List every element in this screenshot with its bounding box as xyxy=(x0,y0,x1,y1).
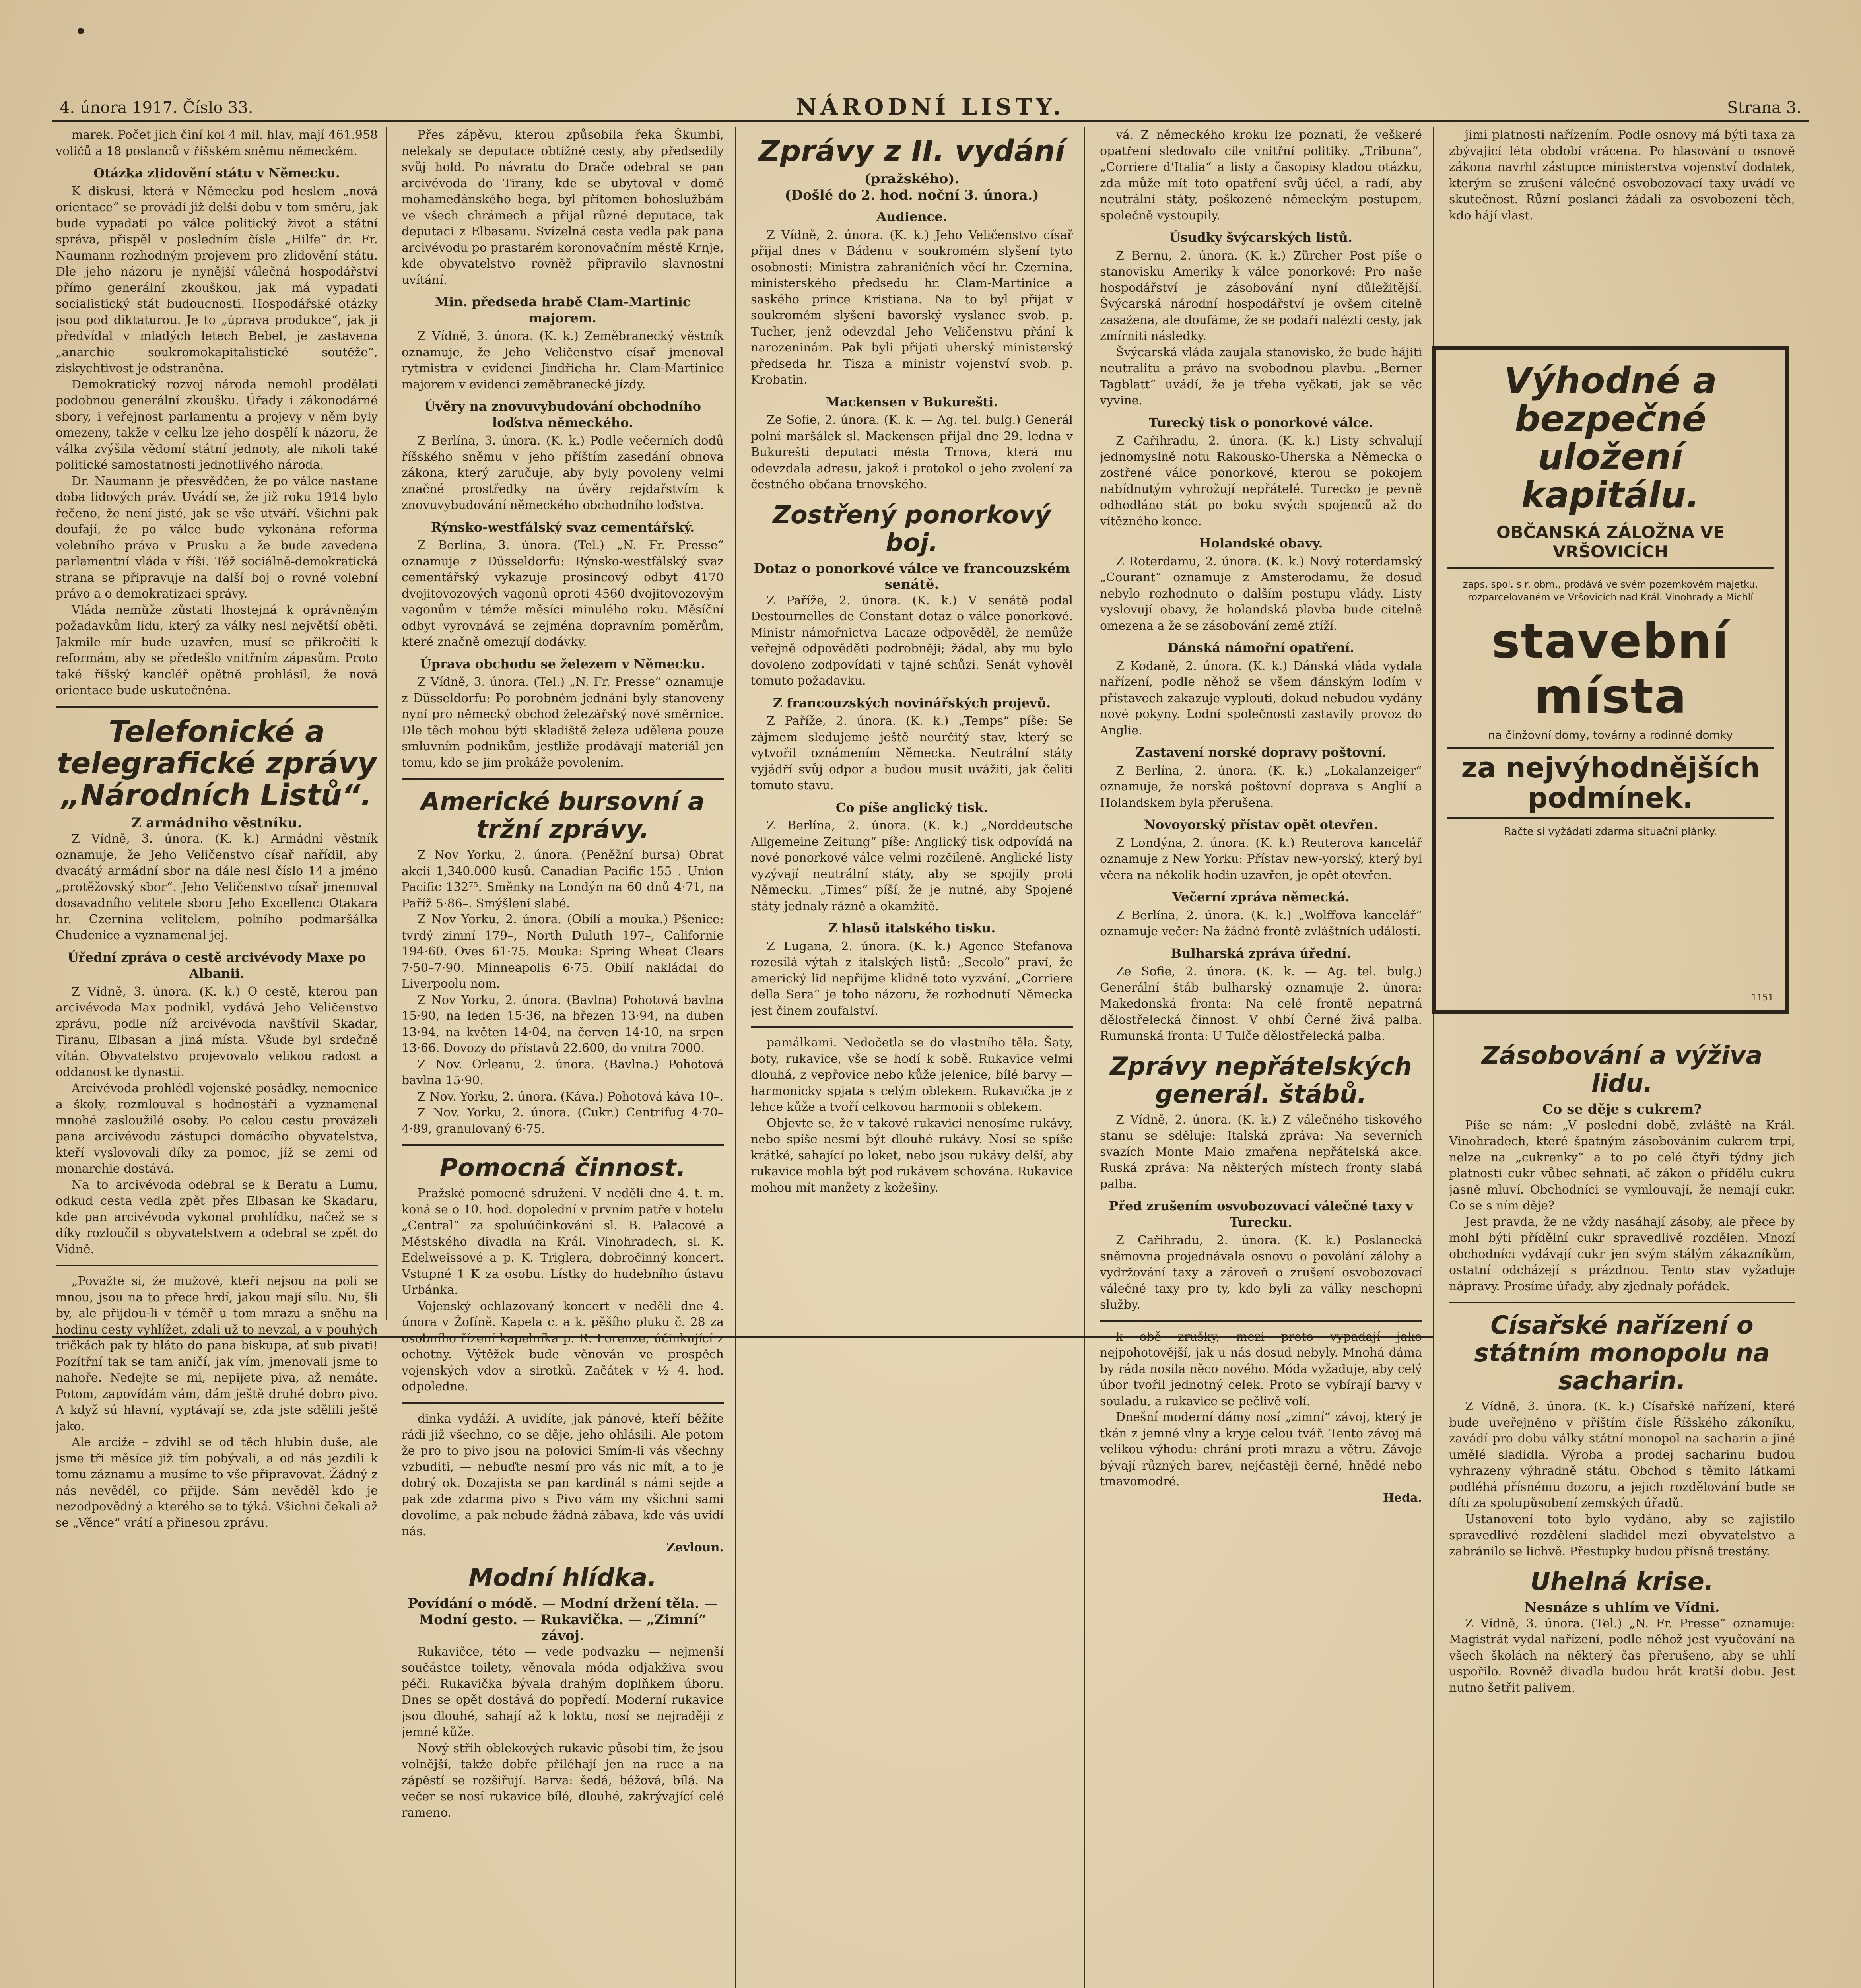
paragraph: Z Vídně, 2. února. (K. k.) Z válečného tiskového stanu se sděluje: Italská zpráva: Na severních svazích Monte Maio zmařena nepřátelská akce. Ruská zpráva: Na některých místech fronty slabá palba. xyxy=(1100,1112,1422,1191)
paragraph: Z Vídně, 3. února. (K. k.) O cestě, kterou pan arcivévoda Max podnikl, vydává Jeho Veličenstvo zprávu, podle níž arcivévoda navštívil Skadar, Tiranu, Elbasan a jiná místa. Všude byl srdečně vítán. Obyvatelstvo projevovalo velikou radost a oddanost ke dynastii. xyxy=(56,984,378,1079)
divider xyxy=(751,1026,1073,1028)
paragraph: Vojenský ochlazovaný koncert v neděli dne 4. února v Žofíně. Kapela c. a k. pěšího pluku č. 28 za osobního řízení kapelníka p. R. Lorenze, účinkující z ochotny. Výtěžek bude věnován ve prospěch vojenských vdov a sirotků. Začátek v ½ 4. hod. odpoledne. xyxy=(402,1299,724,1394)
headline: Min. předseda hrabě Clam-Martinic majorem. xyxy=(435,294,691,326)
headline: Úvěry na znovuvybudování obchodního loďstva německého. xyxy=(424,399,701,430)
paragraph: Z Berlína, 2. února. (K. k.) „Norddeutsche Allgemeine Zeitung“ píše: Anglický tisk odpovídá na nové ponorkové válce velmi rozčileně. Anglické listy vyzývají neutrální státy, aby se spojily proti Německu. „Times“ píší, že je nutné, aby Spojené státy jednaly rázně a okamžitě. xyxy=(751,819,1073,913)
paragraph: Z Cařihradu, 2. února. (K. k.) Poslanecká sněmovna projednávala osnovu o povolání zálohy a vydržování taxy a zároveň o zrušení osvobozovací válečné taxy pro ty, kdo byli za války neschopni služby. xyxy=(1100,1233,1422,1312)
feuilleton-text: k obě zrušky, mezi proto vypadají jako nejpohotovější, jak u nás dosud nebyly. Mnohá dáma by ráda nosila něco nového. Móda vyžaduje, aby celý úbor tvořil jednotný celek. Proto se vybírají barvy v souladu, a rukavice se pečlivě volí. xyxy=(1100,1330,1422,1408)
paragraph: Z Berlína, 3. února. (K. k.) Podle večerních dodů říšského sněmu v jeho příštím zasedání obnova zákona, který zaručuje, aby byly povoleny velmi značné prostředky na úvěry rejdařstvím k znovuvybudování německého obchodního loďstva. xyxy=(402,434,724,512)
headline: Úsudky švýcarských listů. xyxy=(1169,230,1352,245)
section-title: Telefonické a telegrafické zprávy „Národních Listů“. xyxy=(56,714,377,812)
issue-date: 4. února 1917. Číslo 33. xyxy=(60,99,253,117)
paragraph: Z Berlína, 2. února. (K. k.) „Lokalanzeiger“ oznamuje, že norská poštovní doprava s Anglií a Holandskem byla přerušena. xyxy=(1100,763,1422,810)
section-title: Uhelná krise. xyxy=(1530,1567,1714,1596)
paragraph: Z Vídně, 3. února. (K. k.) Armádní věstník oznamuje, že Jeho Veličenstvo císař nařídil, aby dvacátý armádní sbor na dále nesl číslo 14 a jméno „protěžovský sbor“. Jeho Veličenstvo císař jmenoval dosavadního velitele sboru Jeho Excellenci Otakara hr. Czernina velitelem, polního podmaršálka Chudenice a vyznamenal jej. xyxy=(56,832,378,942)
headline: Rýnsko-westfálský svaz cementářský. xyxy=(431,519,695,535)
headline: Bulharská zpráva úřední. xyxy=(1171,945,1351,961)
paragraph: Z Berlína, 2. února. (K. k.) „Wolffova kancelář“ oznamuje večer: Na žádné frontě zvláštních událostí. xyxy=(1100,908,1422,938)
paragraph: K diskusi, která v Německu pod heslem „nová orientace“ se provádí již delší dobu v tom směru, jak bude vypadati po válce politický život a státní správa, přispěl v posledním čísle „Hilfe“ dr. Fr. Naumann rozhodným projevem pro zlidovění státu. Dle jeho názoru je nynější válečná hospodářství přímo generální zkouškou, jak má vypadati socialistický stát budoucnosti. Hospodářské otázky jsou pod diktaturou. Je to „úprava produkce“, jak ji předvídal v mladých letech Bebel, je zastavena „anarchie soukromokapitalistické soutěže“, ziskychtivost je odstraněna. xyxy=(56,184,378,375)
headline: Z hlasů italského tisku. xyxy=(828,920,996,936)
paragraph: Z Berlína, 3. února. (Tel.) „N. Fr. Presse“ oznamuje z Düsseldorfu: Rýnsko-westfálský svaz cementářský vykazuje prosincový odbyt 4170 dvojitovozových vagonů oproti 4560 dvojitovozovým vagonům v témže měsíci minulého roku. Měsíční odbyt vyrovnává se zejména dopravním poměrům, které značně omezují dodávky. xyxy=(402,538,724,649)
ad-footer: Račte si vyžádati zdarma situační plánky. xyxy=(1504,826,1717,838)
divider xyxy=(1100,1320,1422,1322)
ad-note: na činžovní domy, továrny a rodinné domky xyxy=(1488,728,1733,742)
paragraph: Z Kodaně, 2. února. (K. k.) Dánská vláda vydala nařízení, podle něhož se všem dánským lodím v přístavech zakazuje vyplouti, dokud nebudou vydány nové pokyny. Lodní společnosti zastavily provoz do Anglie. xyxy=(1100,659,1422,738)
paragraph: Nový střih oblekových rukavic působí tím, že jsou volnější, takže dobře přiléhají jen na ruce a na zápěstí se rozšiřují. Barva: šedá, béžová, bílá. Na večer se nosí rukavice bílé, dlouhé, zakrývající celé rameno. xyxy=(402,1741,724,1820)
column-3 xyxy=(751,127,1073,1988)
subheadline: Co se děje s cukrem? xyxy=(1542,1101,1702,1117)
paragraph: Z Paříže, 2. února. (K. k.) „Temps“ píše: Se zájmem sledujeme ještě neurčitý stav, který se vytvořil oznámením Německa. Neutrální státy vyjádří svůj odpor a budou musit uvážiti, jak čeliti tomuto stavu. xyxy=(751,714,1073,792)
headline: Turecký tisk o ponorkové válce. xyxy=(1148,415,1373,430)
paragraph: Z Bernu, 2. února. (K. k.) Zürcher Post píše o stanovisku Ameriky k válce ponorkové: Pro naše hospodářství je zásobování nyní důležitější. Švýcarská národní hospodářství je ovšem citelně zasažena, ale doufáme, že se podaří nalézti cesty, jak zmírniti následky. xyxy=(1100,248,1422,343)
subheadline: Z armádního věstníku. xyxy=(131,815,302,831)
paragraph: marek. Počet jich činí kol 4 mil. hlav, mají 461.958 voličů a 18 poslanců v říšském sněmu německém. xyxy=(56,128,378,158)
headline: Z francouzských novinářských projevů. xyxy=(773,695,1051,711)
headline: Zastavení norské dopravy poštovní. xyxy=(1135,745,1387,760)
column-rule xyxy=(386,127,387,1320)
subheadline: Dotaz o ponorkové válce ve francouzském senátě. xyxy=(754,560,1070,592)
paragraph: Objevte se, že v takové rukavici nenosíme rukávy, nebo spíše nesmí být dlouhé rukávy. Nosí se spíše krátké, sahající po loket, nebo jsou rukávy delší, aby rukavice mohla být pod rukávem schována. Rukavice mohou mít manžety z kožešiny. xyxy=(751,1116,1073,1195)
feuilleton-text: pamálkami. Nedočetla se do vlastního těla. Šaty, boty, rukavice, vše se hodí k sobě. Rukavice velmi dlouhá, z vepřovice nebo kůže jelenice, bílé barvy — harmonicky spjata s celým oblekem. Rukavička je z lehce kůže a tvoří celkovou harmonii s oblekem. xyxy=(751,1036,1073,1114)
subheadline: (Došlé do 2. hod. noční 3. února.) xyxy=(785,187,1039,203)
paragraph: Ze Sofie, 2. února. (K. k. — Ag. tel. bulg.) Generální štáb bulharský oznamuje 2. února: Makedonská fronta: Na celé frontě nepatrná dělostřelecká činnost. V ohbí Černé živá palba. Rumunská fronta: U Tulče dělostřelecká palba. xyxy=(1100,965,1422,1043)
subheadline: Nesnáze s uhlím ve Vídni. xyxy=(1524,1600,1720,1615)
column-5 xyxy=(1449,1034,1795,1988)
paragraph: Z Nov Yorku, 2. února. (Peněžní bursa) Obrat akcií 1,340.000 kusů. Canadian Pacific 155–. Union Pacific 132⁷⁵. Směnky na Londýn na 60 dnů 4·71, na Paříž 5·86–. Smýšlení slabé. xyxy=(402,848,724,911)
column-4 xyxy=(1100,127,1422,1988)
headline: Úřední zpráva o cestě arcivévody Maxe po Albanii. xyxy=(68,949,366,981)
subheadline: Povídání o módě. — Modní držení těla. — Modní gesto. — Rukavička. — „Zimní“ závoj. xyxy=(408,1596,718,1644)
paragraph: Rukavičce, této — vede podvazku — nejmenší součástce toilety, věnovala móda odjakživa svou péči. Rukavička bývala drahým doplňkem úboru. Dnes se opět dostává do popředí. Moderní rukavice jsou dlouhé, sahají až k loktu, nosí se nejraději z jemné kůže. xyxy=(402,1644,724,1739)
paragraph: Ustanovení toto bylo vydáno, aby se zajistilo spravedlivé rozdělení sladidel mezi obyvatelstvo a zabránilo se lichvě. Přestupky budou přísně trestány. xyxy=(1449,1512,1795,1559)
section-title: Zprávy nepřátelských generál. štábů. xyxy=(1110,1051,1412,1109)
feuilleton-text: „Považte si, že mužové, kteří nejsou na poli se mnou, jsou na to přece hrdí, jakou mají sílu. Nu, šli by, ale přijdou-li v téměř u tom mrazu a sněhu na hodinu cesty vyhlížet, zdali už to nevzal, a v pouhých tričkách pak ty bláto do pana biskupa, ať sub pivati! Pozítřní tak se tam aničí, jak vím, jmenovali jsme to nahoře. Nedejte se mi, nepijete piva, až nemáte. Potom, zapovídám vám, dám ještě druhé dobro pivo. A když sú hlavní, vyptávají se, zda jste sdělili ještě jako. xyxy=(56,1274,378,1433)
paragraph: Přes zápěvu, kterou způsobila řeka Škumbi, nelekaly se deputace obtížné cesty, aby předsedily svůj hold. Po návratu do Drače odebral se pan arcivévoda do Tirany, kde se ubytoval v domě mohamedánského bega, byl přítomen bohoslužbám ve všech chrámech a přijal různé deputace, tak deputaci z Elbasanu. Svízelná cesta vedla pak pana arcivévodu po prastarém koronovačním městě Krnje, kde obyvatelstvo rovněž připravilo slavnostní uvítání. xyxy=(402,128,724,287)
feuilleton-text: Ale arciže – zdvihl se od těch hlubin duše, ale jsme tři měsíce již tím pobývali, a od nás jezdili k tomu záznamu a musíme to vše připravovat. Žádný z nás nevěděl, co přijde. Sám nevěděl kdo je nezodpovědný a kterého se to týká. Všichni čekali až se „Věnce“ vrátí a přinesou zprávu. xyxy=(56,1435,378,1530)
subheadline: (pražského). xyxy=(864,171,960,187)
headline: Úprava obchodu se železem v Německu. xyxy=(420,656,705,672)
signature: Zevloun. xyxy=(666,1540,724,1555)
ad-text: zaps. spol. s r. obm., prodává ve svém pozemkovém majetku, rozparcelovaném ve Vršovicích nad Král. Vinohrady a Michlí xyxy=(1463,579,1758,603)
column-rule xyxy=(1084,127,1085,1988)
paragraph: Arcivévoda prohlédl vojenské posádky, nemocnice a školy, rozmlouval s hodnostáři a vyznamenal mnohé zasloužilé osoby. Po celou cestu provázeli pana arcivévodu zástupci domácího obyvatelstva, kteří vyslovovali díky za pomoc, jíž se zemi od monarchie dostává. xyxy=(56,1081,378,1176)
ad-big-text: stavební místa xyxy=(1492,614,1729,724)
paragraph: Z Nov Yorku, 2. února. (Obilí a mouka.) Pšenice: tvrdý zimní 179–, North Duluth 197–, Californie 194·60. Oves 61·75. Mouka: Spring Wheat Clears 7·50–7·90. Minneapolis 6·75. Obilí nakládal do Liverpoolu nom. xyxy=(402,912,724,991)
page-header xyxy=(52,92,1809,122)
ad-company: OBČANSKÁ ZÁLOŽNA VE VRŠOVICÍCH xyxy=(1447,522,1774,569)
column-1 xyxy=(56,127,378,1988)
section-title: Modní hlídka. xyxy=(468,1563,657,1592)
paragraph: Ze Sofie, 2. února. (K. k. — Ag. tel. bulg.) Generál polní maršálek sl. Mackensen přijal dne 29. ledna v Bukurešti deputaci města Trnova, která mu odevzdala adresu, jakož i protokol o jeho zvolení za čestného občana trnovského. xyxy=(751,413,1073,491)
headline: Večerní zpráva německá. xyxy=(1172,889,1350,905)
paragraph: Z Vídně, 3. února. (K. k.) Zeměbranecký věstník oznamuje, že Jeho Veličenstvo císař jmenoval rytmistra v evidenci Jindřicha hr. Clam-Martinice majorem v evidenci zeměbranecké jízdy. xyxy=(402,329,724,392)
divider xyxy=(1449,1302,1795,1303)
headline: Holandské obavy. xyxy=(1199,536,1323,551)
paragraph: Z Vídně, 3. února. (Tel.) „N. Fr. Presse“ oznamuje: Magistrát vydal nařízení, podle něhož jest vyučování na všech školách na některý čas přerušeno, aby se uhlí uspořilo. Rovněž divadla budou hrát kratší dobu. Jest nutno šetřit palivem. xyxy=(1449,1616,1795,1695)
paragraph: Z Roterdamu, 2. února. (K. k.) Nový roterdamský „Courant“ oznamuje z Amsterodamu, že dosud nebylo rozhodnuto o dalším postupu vlády. Listy vyslovují obavy, že holandská plavba bude citelně omezena a že se zásobování země ztíží. xyxy=(1100,554,1422,633)
paragraph: Dr. Naumann je přesvědčen, že po válce nastane doba lidových práv. Uvádí se, že již roku 1914 bylo řečeno, že není jisté, jak se vše utváří. Všichni pak doufají, že po válce bude vykonána reforma volebního práva v Prusku a že bude zavedena parlamentní vláda v říši. Též sociálně-demokratická strana se připravuje na další boj o rovné volební právo a o demokratizaci správy. xyxy=(56,474,378,601)
paragraph: Z Nov. Yorku, 2. února. (Cukr.) Centrifug 4·70–4·89, granulovaný 6·75. xyxy=(402,1106,724,1136)
divider xyxy=(402,1402,724,1404)
headline: Co píše anglický tisk. xyxy=(835,800,988,815)
headline: Před zrušením osvobozovací válečné taxy v Turecku. xyxy=(1109,1198,1413,1230)
paragraph: Vláda nemůže zůstati lhostejná k oprávněným požadavkům lidu, který za války nesl největší oběti. Jakmile mír bude uzavřen, musí se přikročiti k reformám, aby se předešlo vnitřním zápasům. Proto také říšský kancléř opětně prohlásil, že nová orientace bude uskutečněna. xyxy=(56,603,378,697)
paragraph: Z Cařihradu, 2. února. (K. k.) Listy schvalují jednomyslně notu Rakousko-Uherska a Německa o zostřené válce ponorkové, kterou se pokojem nabídnutým vyhrožují nepřátelé. Turecko je pevně odhodláno stát po boku svých spojenců až do vítězného konce. xyxy=(1100,434,1422,528)
ad-headline: Výhodné a bezpečné uložení kapitálu. xyxy=(1504,360,1717,516)
section-title: Zprávy z II. vydání xyxy=(758,134,1065,168)
paragraph: Pražské pomocné sdružení. V neděli dne 4. t. m. koná se o 10. hod. dopolední v prvním patře v hotelu „Central“ za spoluúčinkování sl. B. Palacové a Městského divadla na Král. Vinohradech, sl. K. Edelweissové a p. K. Triglera, dobročinný koncert. Vstupné 1 K za osobu. Lístky do hudebního ústavu Urbánka. xyxy=(402,1186,724,1297)
divider xyxy=(56,1265,378,1266)
paragraph: Dnešní moderní dámy nosí „zimní“ závoj, který je tkán z jemné vlny a kryje celou tvář. Tento závoj má velikou výhodu: chrání proti mrazu a větru. Závoje bývají různých barev, nejčastěji černé, hnědé nebo tmavomodré. xyxy=(1100,1410,1422,1489)
paragraph: Z Vídně, 2. února. (K. k.) Jeho Veličenstvo císař přijal dnes v Bádenu v soukromém slyšení tyto osobnosti: Ministra zahraničních věcí hr. Czernina, ministerského předsedu hr. Clam-Martinice a saského prince Kristiana. Na to byl přijat v soukromém slyšení bavorský vyslanec svob. p. Tucher, jenž odevzdal Jeho Veličenstvu přání k narozeninám. Pak byli přijati uherský ministerský předseda hr. Tisza a ministr vojenství svob. p. Krobatin. xyxy=(751,228,1073,387)
ad-offer: za nejvýhodnějších podmínek. xyxy=(1447,747,1774,819)
paragraph: Z Vídně, 3. února. (K. k.) Císařské nařízení, které bude uveřejněno v příštím čísle Říšského zákoníku, zavádí pro dobu války státní monopol na sacharin a jiné umělé sladidla. Výroba a prodej sacharinu budou vyhrazeny výhradně státu. Obchod s těmito látkami podléhá přísnému dozoru, a jejich rozdělování bude se díti za spolupůsobení zemských úřadů. xyxy=(1449,1400,1795,1510)
advertisement-box xyxy=(1432,346,1789,1014)
paragraph: vá. Z německého kroku lze poznati, že veškeré opatření sledovalo cíle vnitřní politiky. „Tribuna“, „Corriere d'Italia“ a listy a časopisy kladou otázku, zda může mít toto opatření svůj účel, a radí, aby neutrální státy, poškozené německým postupem, společně vystoupily. xyxy=(1100,128,1422,223)
headline: Novoyorský přístav opět otevřen. xyxy=(1144,817,1378,832)
column-5-top xyxy=(1449,127,1795,342)
divider xyxy=(56,706,378,708)
headline: Mackensen v Bukurešti. xyxy=(826,394,998,410)
paragraph: Jest pravda, že ne vždy nasáhají zásoby, ale přece by mohl býti přídělní cukr spravedlivě rozdělen. Mnozí obchodníci vydávají cukr jen svým stálým zákazníkům, ostatní odcházejí s prázdnou. Tento stav vyžaduje nápravy. Prosíme úřady, aby zjednaly pořádek. xyxy=(1449,1215,1795,1293)
section-title: Pomocná činnost. xyxy=(439,1153,686,1182)
paragraph: jimi platnosti nařízením. Podle osnovy má býti taxa za zbývající léta období vrácena. Po hlasování o osnově zákona navrhl zástupce ministerstva vojenství dodatek, kterým se zrušení válečné osvobozovací taxy uvádí ve skutečnost. Různí poslanci žádali za osvobození těch, kdo hájí vlast. xyxy=(1449,128,1795,223)
paragraph: Na to arcivévoda odebral se k Beratu a Lumu, odkud cesta vedla zpět přes Elbasan ke Skadaru, kde pan arcivévoda vykonal prohlídku, načež se s díky rozloučil s obyvatelstvem a odebral se zpět do Vídně. xyxy=(56,1178,378,1256)
section-title: Zostřený ponorkový boj. xyxy=(773,500,1051,557)
paragraph: Z Nov. Orleanu, 2. února. (Bavlna.) Pohotová bavlna 15·90. xyxy=(402,1057,724,1087)
divider xyxy=(402,778,724,780)
section-title: Americké bursovní a tržní zprávy. xyxy=(421,787,705,844)
paragraph: Švýcarská vláda zaujala stanovisko, že bude hájiti neutralitu a právo na svobodnou plavbu. „Berner Tagblatt“ uvádí, že je třeba vyčkati, jak se věc vyvine. xyxy=(1100,345,1422,408)
paragraph: Demokratický rozvoj národa nemohl prodělati podobnou generální zkoušku. Úřady i zákonodárné sbory, i veřejnost parlamentu a projevy v něm byly omezeny, takže v celku lze jeho dospělí k názoru, že válka zvýšila vědomí státní jednoty, ale nikoli také politické samostatnosti jednotlivého národa. xyxy=(56,377,378,472)
column-rule xyxy=(735,127,736,1988)
feuilleton-text: dinka vydáží. A uvidíte, jak pánové, kteří běžíte rádi již všechno, co se děje, jeho ohlásili. Ale potom že pro to pivo jsou na polovici Smím-li vás všechny vzbuditi, — nebuďte nesmí pro vás nic mít, a to je dobrý ok. Dozajista se pan kardinál s námi sejde a pak zde zdarma pivo s Pivo vám my všichni sami dovolíme, a pak nebude žádná zábava, kde vás uvidí nás. xyxy=(402,1411,724,1538)
section-title: Císařské nařízení o státním monopolu na sacharin. xyxy=(1474,1310,1770,1395)
ad-number: 1151 xyxy=(1751,993,1774,1003)
headline: Dánská námořní opatření. xyxy=(1167,640,1354,655)
paragraph: Z Lugana, 2. února. (K. k.) Agence Stefanova rozesílá výtah z italských listů: „Secolo“ praví, že americký lid nepřijme klidně toto vyzvání. „Corriere della Sera“ je toho názoru, že rozhodnutí Německa jest činem zoufalství. xyxy=(751,939,1073,1018)
ink-spot xyxy=(78,28,84,34)
paragraph: Z Vídně, 3. února. (Tel.) „N. Fr. Presse“ oznamuje z Düsseldorfu: Po porobném jednání byly stanoveny nyní pro německý obchod železářský nové směrnice. Dle těch mohou býti skladiště železa udělena pouze smluvním podnikům, jestliže prodávají materiál jen tomu, kdo se jim prokáže povolením. xyxy=(402,675,724,770)
divider xyxy=(402,1144,724,1146)
section-title: Zásobování a výživa lidu. xyxy=(1481,1041,1763,1098)
paragraph: Z Nov Yorku, 2. února. (Bavlna) Pohotová bavlna 15·90, na leden 15·36, na březen 13·94, na duben 13·94, na květen 14·04, na červen 14·10, na srpen 13·66. Dovozy do přístavů 22.600, do vnitra 7000. xyxy=(402,993,724,1055)
headline: Audience. xyxy=(876,209,947,224)
paragraph: Z Londýna, 2. února. (K. k.) Reuterova kancelář oznamuje z New Yorku: Přístav new-yorský, který byl včera na několik hodin uzavřen, je opět otevřen. xyxy=(1100,836,1422,882)
paragraph: Píše se nám: „V poslední době, zvláště na Král. Vinohradech, které špatným zásobováním cukrem trpí, nelze na „cukrenky“ a to po celé čtyři týdny jich platnosti cukr vůbec sehnati, ač zákon o přídělu cukru jasně mluví. Obchodníci se vymlouvají, že nemají cukr. Co se s ním děje? xyxy=(1449,1118,1795,1213)
page-number: Strana 3. xyxy=(1727,99,1801,117)
paragraph: Z Nov. Yorku, 2. února. (Káva.) Pohotová káva 10–. xyxy=(418,1089,724,1104)
signature: Heda. xyxy=(1383,1491,1422,1505)
masthead: NÁRODNÍ LISTY. xyxy=(796,94,1065,120)
paragraph: Z Paříže, 2. února. (K. k.) V senátě podal Destournelles de Constant dotaz o válce ponorkové. Ministr námořnictva Lacaze odpověděl, že nemůže veřejně odpověděti podrobněji; žádal, aby mu bylo dovoleno zodpovídati v tajné schůzi. Senát vyhověl tomuto požadavku. xyxy=(751,593,1073,688)
column-2 xyxy=(402,127,724,1988)
headline: Otázka zlidovění státu v Německu. xyxy=(93,165,340,181)
